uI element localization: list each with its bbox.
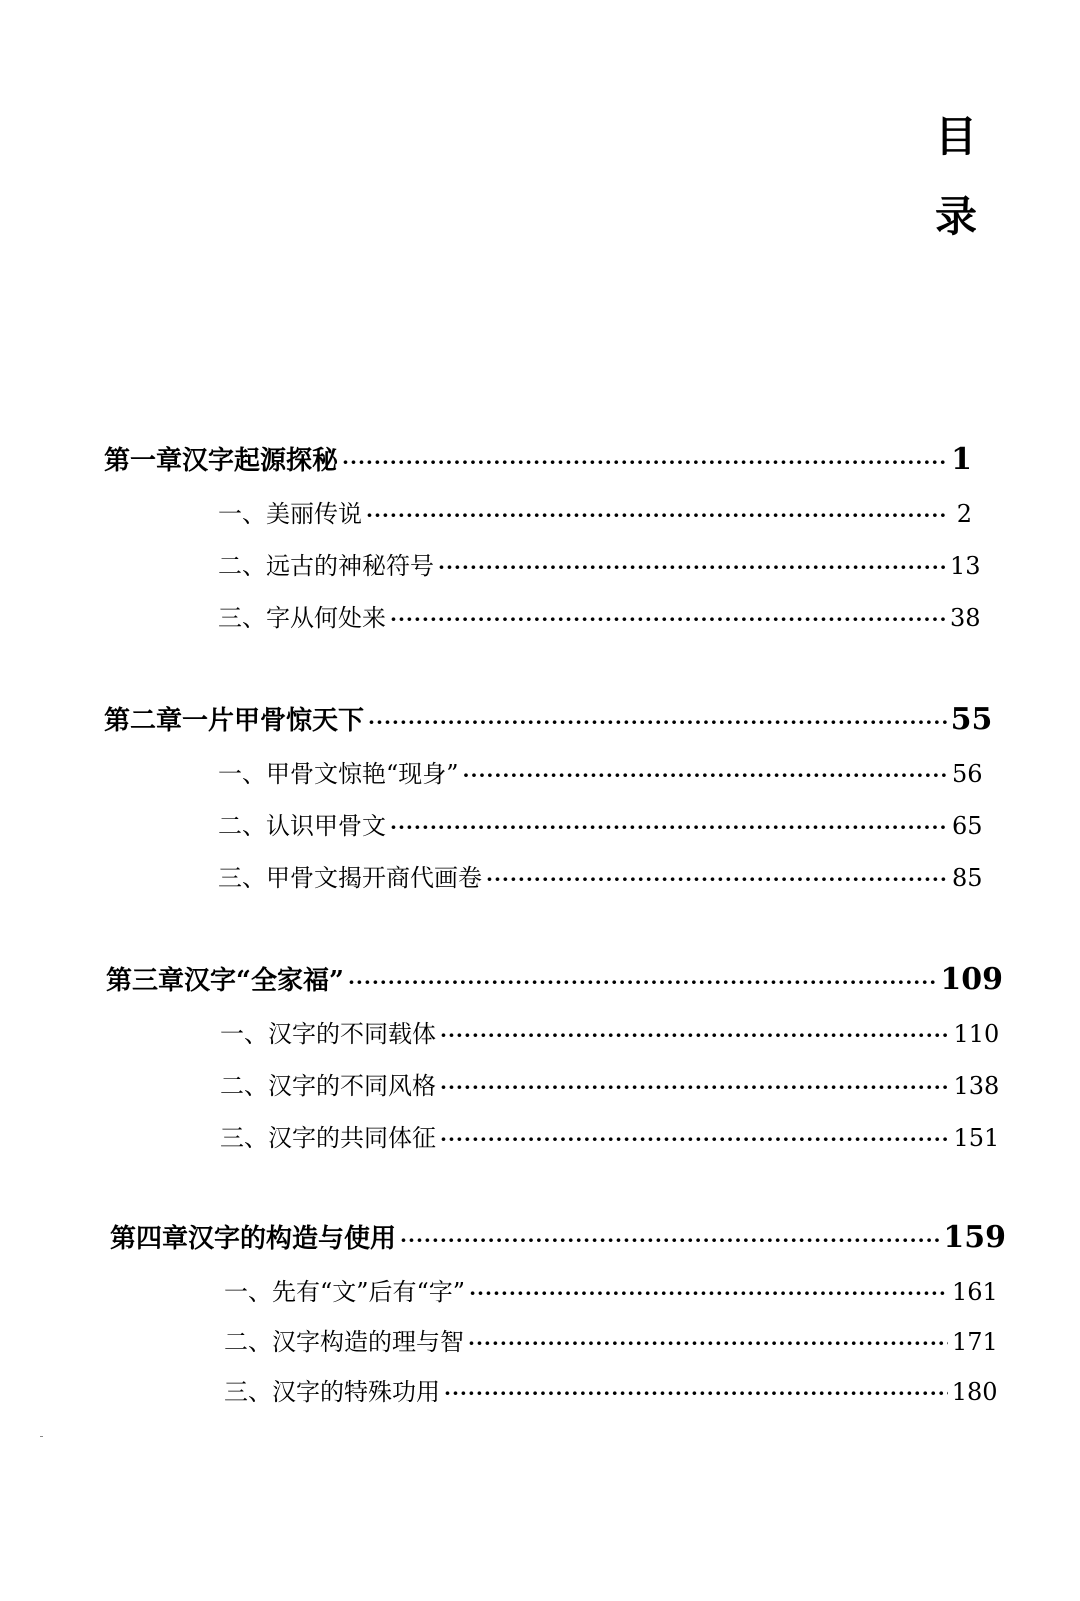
section-page-number: 65 [952, 812, 983, 840]
dot-leader [342, 450, 946, 474]
toc-title-char-1: 目 [934, 112, 977, 161]
section-label: 三、字从何处来 [218, 604, 386, 632]
section-page-number: 180 [951, 1378, 998, 1406]
section-page-number: 85 [952, 864, 983, 892]
toc-section-3-3[interactable] [220, 1118, 1000, 1153]
dot-leader [440, 1023, 949, 1047]
scan-mark [40, 1436, 43, 1437]
chapter-number: 第三章 [106, 966, 185, 996]
chapter-number: 第四章 [110, 1224, 189, 1254]
toc-section-2-3[interactable] [218, 858, 983, 893]
toc-chapter-2[interactable] [104, 700, 993, 737]
toc-section-2-1[interactable] [218, 754, 983, 789]
section-page-number: 38 [950, 604, 981, 632]
dot-leader [390, 815, 948, 839]
toc-section-4-3[interactable] [224, 1372, 998, 1407]
section-label: 二、认识甲骨文 [218, 812, 386, 840]
toc-section-4-2[interactable] [224, 1322, 998, 1357]
section-page-number: 110 [953, 1020, 1000, 1048]
toc-section-1-3[interactable] [218, 598, 981, 633]
dot-leader [368, 710, 947, 734]
section-label: 三、甲骨文揭开商代画卷 [218, 864, 482, 892]
toc-chapter-1[interactable] [104, 440, 972, 477]
dot-leader [440, 1075, 949, 1099]
section-page-number: 13 [950, 552, 981, 580]
chapter-title: 汉字“全家福” [184, 966, 344, 996]
chapter-page-number: 109 [940, 962, 1004, 997]
dot-leader [348, 970, 936, 994]
toc-chapter-4[interactable] [110, 1218, 1006, 1255]
toc-title-char-2: 录 [934, 192, 977, 241]
chapter-number: 第二章 [104, 706, 183, 736]
dot-leader [469, 1281, 948, 1305]
dot-leader [438, 555, 946, 579]
chapter-title: 汉字的构造与使用 [188, 1224, 397, 1254]
toc-section-4-1[interactable] [224, 1272, 998, 1307]
chapter-number: 第一章 [104, 446, 183, 476]
section-label: 二、汉字的不同风格 [220, 1072, 436, 1100]
section-label: 一、汉字的不同载体 [220, 1020, 436, 1048]
toc-section-1-2[interactable] [218, 546, 981, 581]
section-label: 二、远古的神秘符号 [218, 552, 434, 580]
dot-leader [390, 607, 946, 631]
toc-section-1-1[interactable] [218, 494, 972, 529]
chapter-page-number: 55 [950, 702, 993, 737]
section-page-number: 138 [953, 1072, 1000, 1100]
chapter-page-number: 1 [951, 442, 972, 477]
dot-leader [400, 1228, 939, 1252]
section-page-number: 56 [952, 760, 983, 788]
section-page-number: 161 [952, 1278, 998, 1306]
section-label: 三、汉字的共同体征 [220, 1124, 436, 1152]
chapter-title: 汉字起源探秘 [182, 446, 339, 476]
dot-leader [444, 1381, 948, 1405]
section-page-number: 151 [953, 1124, 1000, 1152]
section-label: 一、先有“文”后有“字” [224, 1278, 466, 1306]
dot-leader [486, 867, 948, 891]
dot-leader [366, 503, 946, 527]
toc-chapter-3[interactable] [106, 960, 1004, 997]
toc-section-3-1[interactable] [220, 1014, 1000, 1049]
section-label: 二、汉字构造的理与智 [224, 1328, 464, 1356]
section-label: 一、美丽传说 [218, 500, 362, 528]
section-page-number: 2 [956, 500, 972, 528]
dot-leader [468, 1331, 948, 1355]
toc-section-2-2[interactable] [218, 806, 983, 841]
dot-leader [440, 1127, 949, 1151]
toc-section-3-2[interactable] [220, 1066, 1000, 1101]
section-label: 三、汉字的特殊功用 [224, 1378, 440, 1406]
dot-leader [463, 763, 948, 787]
chapter-title: 一片甲骨惊天下 [182, 706, 365, 736]
section-page-number: 171 [952, 1328, 998, 1356]
section-label: 一、甲骨文惊艳“现身” [218, 760, 459, 788]
chapter-page-number: 159 [943, 1220, 1006, 1255]
